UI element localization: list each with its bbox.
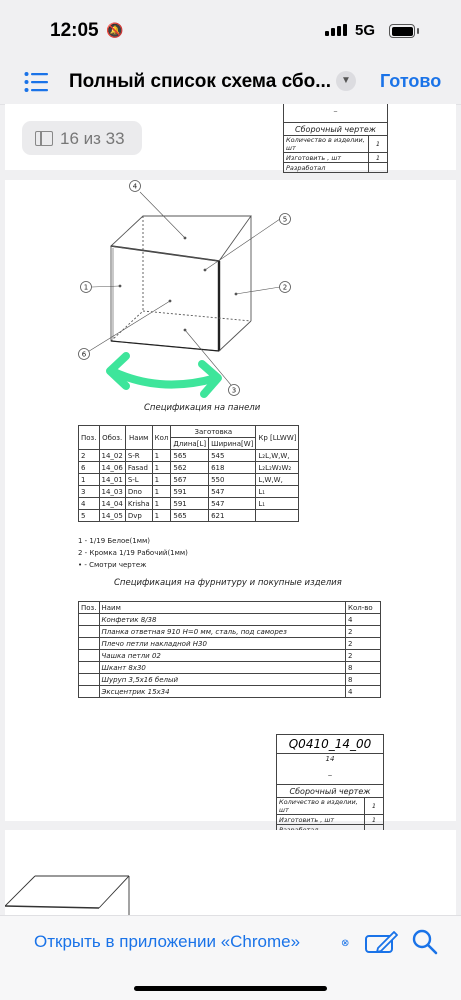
cell: 621 bbox=[209, 510, 256, 522]
cell: Dno bbox=[125, 486, 152, 498]
stamp-top-qty-value: 1 bbox=[369, 136, 388, 153]
cell bbox=[256, 510, 299, 522]
cell: S-R bbox=[125, 450, 152, 462]
stamp-bottom-qty-value: 1 bbox=[365, 798, 384, 815]
cell bbox=[79, 674, 100, 686]
panel-header-group: Заготовка bbox=[171, 426, 256, 438]
stamp-top-dash: _ bbox=[333, 104, 338, 112]
panel-header-width: Ширина[W] bbox=[209, 438, 256, 450]
stamp-bottom-number: 14 bbox=[325, 755, 335, 763]
panel-header-edge: Кр [LLWW] bbox=[256, 426, 299, 450]
cell: Dvp bbox=[125, 510, 152, 522]
cell: Чашка петли 02 bbox=[99, 650, 346, 662]
panel-spec-caption: Спецификация на панели bbox=[144, 403, 261, 413]
navigation-bar bbox=[0, 60, 461, 105]
stamp-bottom-dash: _ bbox=[328, 768, 332, 776]
title-block-top bbox=[283, 104, 388, 173]
table-row bbox=[79, 614, 381, 626]
cell: 1 bbox=[152, 486, 171, 498]
callout-2-label: 2 bbox=[282, 283, 288, 292]
stamp-top-title: Сборочный чертеж bbox=[284, 123, 388, 136]
panel-header-length: Длина[L] bbox=[171, 438, 209, 450]
cell: Шуруп 3,5x16 белый bbox=[99, 674, 346, 686]
cell: L₁ bbox=[256, 486, 299, 498]
cell: Fasad bbox=[125, 462, 152, 474]
cell: Конфетик 8/38 bbox=[99, 614, 346, 626]
panel-header-code: Обоз. bbox=[99, 426, 125, 450]
cell: 14_06 bbox=[99, 462, 125, 474]
hardware-spec-table bbox=[78, 601, 381, 698]
callout-4-label: 4 bbox=[132, 182, 138, 191]
cell: 591 bbox=[171, 486, 209, 498]
table-row bbox=[79, 626, 381, 638]
cell: Планка ответная 910 H=0 мм, сталь, под саморез bbox=[99, 626, 346, 638]
cell: L,W,W, bbox=[256, 474, 299, 486]
stamp-bottom-make-label: Изготовить , шт bbox=[277, 815, 365, 825]
cell: 4 bbox=[346, 686, 381, 698]
hardware-spec-caption: Спецификация на фурнитуру и покупные изделия bbox=[114, 578, 342, 588]
cell bbox=[79, 626, 100, 638]
callout-1-label: 1 bbox=[83, 283, 89, 292]
stamp-top-make-value: 1 bbox=[369, 153, 388, 163]
cell: Плечо петли накладной H30 bbox=[99, 638, 346, 650]
panel-header-pos: Поз. bbox=[79, 426, 100, 450]
cell: 14_05 bbox=[99, 510, 125, 522]
bottom-toolbar bbox=[0, 915, 461, 1000]
cell: L₁ bbox=[256, 498, 299, 510]
cell: 2 bbox=[79, 450, 100, 462]
table-row bbox=[79, 650, 381, 662]
document-title: Полный список схема сбо... bbox=[69, 71, 332, 92]
stamp-top-dev-label: Разработал bbox=[284, 163, 369, 173]
status-bar bbox=[0, 0, 461, 60]
panel-note-2: 2 - Кромка 1/19 Рабочий(1мм) bbox=[78, 549, 188, 557]
panel-note-1: 1 - 1/19 Белое(1мм) bbox=[78, 537, 151, 545]
stamp-bottom-qty-label: Количество в изделии, шт bbox=[277, 798, 365, 815]
cell: 547 bbox=[209, 498, 256, 510]
cell bbox=[79, 662, 100, 674]
cell: 567 bbox=[171, 474, 209, 486]
chevron-down-icon[interactable]: ▼ bbox=[336, 71, 356, 91]
done-button[interactable]: Готово bbox=[380, 71, 442, 91]
cell: 1 bbox=[152, 498, 171, 510]
cell: 2 bbox=[346, 626, 381, 638]
next-page-cabinet-drawing bbox=[5, 866, 135, 915]
list-icon[interactable] bbox=[24, 71, 48, 93]
cell: 1 bbox=[152, 450, 171, 462]
stamp-top-qty-label: Количество в изделии, шт bbox=[284, 136, 369, 153]
cell: 8 bbox=[346, 674, 381, 686]
table-row bbox=[79, 474, 299, 486]
stamp-top-make-label: Изготовить , шт bbox=[284, 153, 369, 163]
table-row bbox=[79, 674, 381, 686]
table-row bbox=[79, 450, 299, 462]
network-label: 5G bbox=[355, 22, 376, 39]
cell: 8 bbox=[346, 662, 381, 674]
cell bbox=[79, 650, 100, 662]
stamp-bottom-title: Сборочный чертеж bbox=[277, 785, 384, 798]
cell bbox=[79, 638, 100, 650]
cell: 4 bbox=[346, 614, 381, 626]
table-row bbox=[79, 638, 381, 650]
table-row bbox=[79, 662, 381, 674]
cell: 5 bbox=[79, 510, 100, 522]
title-block-bottom bbox=[276, 752, 384, 835]
cell: 1 bbox=[152, 474, 171, 486]
cell: 4 bbox=[79, 498, 100, 510]
table-row bbox=[79, 498, 299, 510]
cell: 14_04 bbox=[99, 498, 125, 510]
cell: Шкант 8x30 bbox=[99, 662, 346, 674]
cell: Эксцентрик 15x34 bbox=[99, 686, 346, 698]
table-row bbox=[79, 686, 381, 698]
home-indicator bbox=[134, 986, 327, 991]
cell: 545 bbox=[209, 450, 256, 462]
cell: 6 bbox=[79, 462, 100, 474]
table-row bbox=[79, 510, 299, 522]
bell-slash-icon: 🔕 bbox=[106, 22, 124, 38]
close-icon[interactable]: ⊗ bbox=[341, 938, 350, 949]
cell: 562 bbox=[171, 462, 209, 474]
page-indicator-text: 16 из 33 bbox=[60, 129, 125, 148]
cell: 1 bbox=[152, 462, 171, 474]
cell: 3 bbox=[79, 486, 100, 498]
cell: 547 bbox=[209, 486, 256, 498]
hw-header-pos: Поз. bbox=[79, 602, 100, 614]
cell: 14_01 bbox=[99, 474, 125, 486]
table-row bbox=[79, 462, 299, 474]
search-icon[interactable] bbox=[411, 928, 439, 956]
cell: L₂L₂W₂W₂ bbox=[256, 462, 299, 474]
panel-spec-table bbox=[78, 425, 299, 522]
cell: 618 bbox=[209, 462, 256, 474]
panel-header-qty: Кол bbox=[152, 426, 171, 450]
double-arrow-annotation bbox=[100, 346, 230, 406]
cell: 2 bbox=[346, 650, 381, 662]
cell: 14_02 bbox=[99, 450, 125, 462]
cell: 565 bbox=[171, 450, 209, 462]
page-indicator bbox=[22, 121, 142, 155]
open-in-chrome-button[interactable]: Открыть в приложении «Chrome» bbox=[34, 932, 301, 951]
stamp-bottom-make-value: 1 bbox=[365, 815, 384, 825]
cell: 565 bbox=[171, 510, 209, 522]
cell: L₂L,W,W, bbox=[256, 450, 299, 462]
hw-header-qty: Кол-во bbox=[346, 602, 381, 614]
panel-note-3: • - Смотри чертеж bbox=[78, 561, 147, 569]
cell: 550 bbox=[209, 474, 256, 486]
cell bbox=[79, 686, 100, 698]
battery-icon bbox=[389, 24, 415, 38]
table-row bbox=[79, 486, 299, 498]
callout-5-label: 5 bbox=[282, 215, 288, 224]
cell: Krisha bbox=[125, 498, 152, 510]
cell bbox=[79, 614, 100, 626]
status-time: 12:05 bbox=[50, 20, 99, 41]
cell: 2 bbox=[346, 638, 381, 650]
drawing-code: Q0410_14_00 bbox=[276, 734, 384, 754]
pages-icon bbox=[35, 131, 53, 146]
callout-3-label: 3 bbox=[231, 386, 237, 395]
cell: 1 bbox=[152, 510, 171, 522]
cell: 591 bbox=[171, 498, 209, 510]
callout-6-label: 6 bbox=[81, 350, 87, 359]
hw-header-name: Наим bbox=[99, 602, 346, 614]
cell: 1 bbox=[79, 474, 100, 486]
cell: 14_03 bbox=[99, 486, 125, 498]
markup-pen-icon[interactable] bbox=[364, 928, 398, 956]
panel-header-name: Наим bbox=[125, 426, 152, 450]
cell: S-L bbox=[125, 474, 152, 486]
